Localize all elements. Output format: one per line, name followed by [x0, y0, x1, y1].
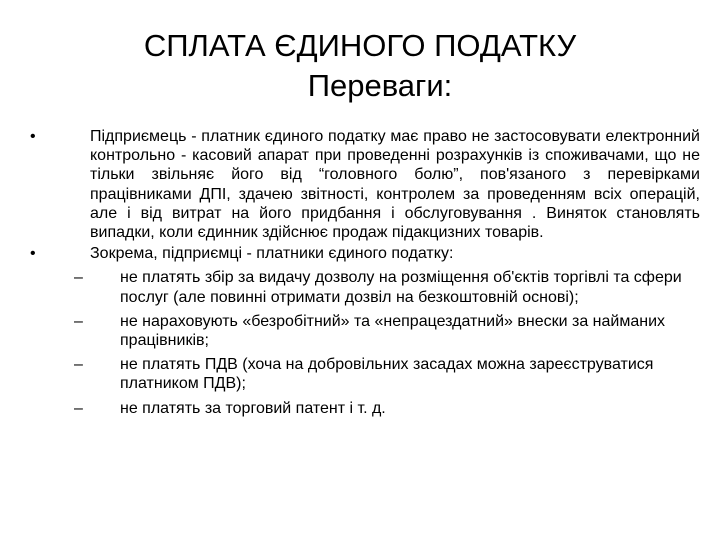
sub-list	[30, 268, 700, 417]
dash-marker: –	[74, 356, 83, 374]
title-line-2: Переваги:	[307, 68, 453, 103]
dash-marker: –	[74, 399, 83, 417]
bullet-text: Підприємець - платник єдиного податку має право не застосовувати електронний контрольно - касовий апарат при проведенні розрахунків із споживачами, що не тільки звільняє його від “головного болю”, пов'язаного з перевірками працівниками ДПІ, здачею звітності, контролем за проведенням всіх операцій, але і від витрат на його придбання і обслуговування . Виняток становлять випадки, коли єдинник здійснює продаж підакцизних товарів.	[90, 128, 700, 242]
sub-item-text: не платять за торговий патент і т. д.	[120, 399, 386, 417]
slide-title	[0, 26, 720, 106]
bullet-text: Зокрема, підприємці - платники єдиного податку:	[90, 245, 454, 263]
sub-item-text: не платять ПДВ (хоча на добровільних засадах можна зареєструватися платником ПДВ);	[120, 356, 654, 393]
bullet-marker: •	[30, 128, 36, 145]
sub-item-text: не платять збір за видачу дозволу на розміщення об'єктів торгівлі та сфери послуг (але повинні отримати дозвіл на безкоштовній основі);	[120, 269, 682, 306]
sub-item	[30, 355, 700, 393]
title-line-1: СПЛАТА ЄДИНОГО ПОДАТКУ	[143, 28, 577, 63]
slide-content	[30, 127, 700, 418]
sub-item	[30, 399, 700, 418]
sub-item-text: не нараховують «безробітний» та «непрацездатний» внески за найманих працівників;	[120, 312, 666, 350]
dash-marker: –	[74, 312, 83, 330]
bullet-marker: •	[30, 245, 36, 263]
dash-marker: –	[74, 269, 83, 287]
sub-item	[30, 268, 700, 306]
sub-item	[30, 312, 700, 350]
bullet-item	[30, 127, 700, 242]
bullet-item	[30, 244, 700, 263]
